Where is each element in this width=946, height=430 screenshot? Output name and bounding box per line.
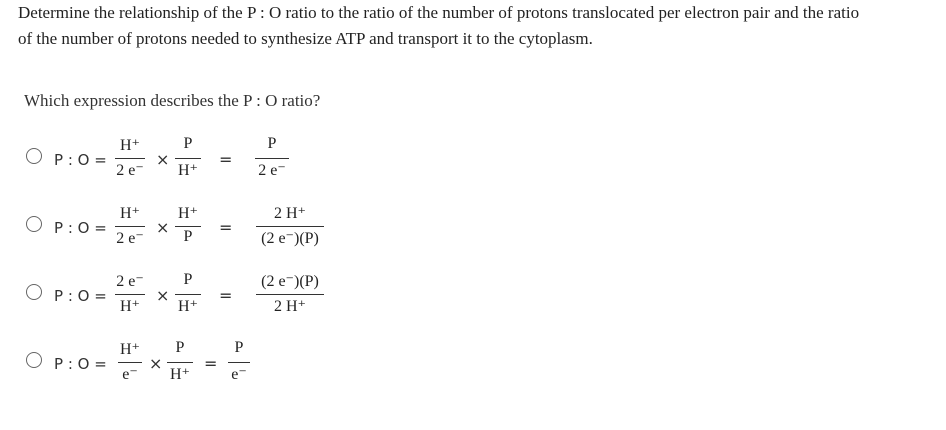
times-symbol: × [156,218,170,237]
fraction-bar [118,362,142,363]
denominator: e⁻ [231,366,247,383]
answer-option-2[interactable] [26,200,346,256]
fraction-2 [170,200,206,256]
numerator: P [183,135,193,152]
radio-button-4[interactable] [26,352,42,368]
fraction-2 [162,336,198,392]
numerator: P [234,339,244,356]
question-line-1: Determine the relationship of the P : O ratio to the ratio of the number of protons translocated per electron pair and the ratio [18,3,860,22]
lhs-label: P : O = [54,355,107,373]
fraction-1 [112,200,148,256]
fraction-3 [224,336,254,392]
denominator: H⁺ [178,298,198,315]
answer-option-4[interactable] [26,336,346,392]
answer-option-1[interactable] [26,132,346,188]
denominator: H⁺ [170,366,190,383]
numerator: 2 e⁻ [116,273,144,290]
times-symbol: × [156,286,170,305]
lhs-label: P : O = [54,151,107,169]
numerator: H⁺ [120,205,140,222]
times-symbol: × [156,150,170,169]
denominator: P [183,228,193,245]
numerator: (2 e⁻)(P) [261,273,319,290]
numerator: H⁺ [178,205,198,222]
radio-button-2[interactable] [26,216,42,232]
equals-symbol: = [219,150,233,169]
numerator: P [183,271,193,288]
numerator: P [267,135,277,152]
denominator: e⁻ [122,366,138,383]
fraction-3 [250,132,294,188]
fraction-2 [170,268,206,324]
denominator: 2 e⁻ [116,162,144,179]
denominator: (2 e⁻)(P) [261,230,319,247]
denominator: H⁺ [178,162,198,179]
denominator: 2 H⁺ [274,298,306,315]
fraction-1 [112,132,148,188]
fraction-bar [167,362,193,363]
times-symbol: × [149,354,163,373]
denominator: 2 e⁻ [116,230,144,247]
lhs-label: P : O = [54,219,107,237]
fraction-3 [250,200,330,256]
numerator: H⁺ [120,137,140,154]
lhs-label: P : O = [54,287,107,305]
numerator: 2 H⁺ [274,205,306,222]
answer-option-3[interactable] [26,268,346,324]
denominator: H⁺ [120,298,140,315]
numerator: P [175,339,185,356]
fraction-1 [112,336,148,392]
fraction-bar [175,226,201,227]
question-line-2: of the number of protons needed to synthesize ATP and transport it to the cytoplasm. [18,29,593,48]
prompt-text: Which expression describes the P : O ratio? [24,91,321,110]
fraction-bar [228,362,250,363]
denominator: 2 e⁻ [258,162,286,179]
fraction-bar [115,294,145,295]
fraction-bar [115,226,145,227]
equals-symbol: = [219,218,233,237]
fraction-2 [170,132,206,188]
fraction-bar [256,226,324,227]
equals-symbol: = [204,354,218,373]
question-text [18,0,938,52]
fraction-bar [115,158,145,159]
fraction-bar [175,294,201,295]
fraction-bar [255,158,289,159]
numerator: H⁺ [120,341,140,358]
fraction-bar [175,158,201,159]
equals-symbol: = [219,286,233,305]
radio-button-3[interactable] [26,284,42,300]
fraction-bar [256,294,324,295]
fraction-3 [250,268,330,324]
fraction-1 [112,268,148,324]
radio-button-1[interactable] [26,148,42,164]
